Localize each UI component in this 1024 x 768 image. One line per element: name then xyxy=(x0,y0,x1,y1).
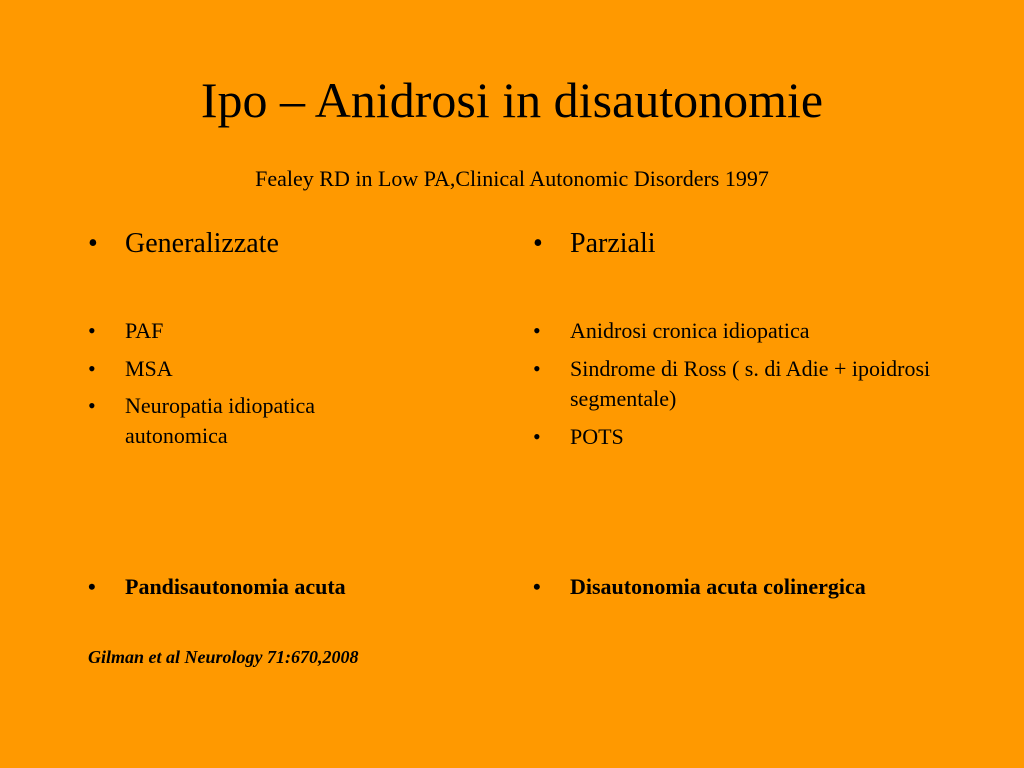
left-heading: Generalizzate xyxy=(125,228,279,259)
right-heading-item xyxy=(533,227,656,261)
right-heading: Parziali xyxy=(570,228,656,259)
bullet-icon: • xyxy=(88,318,96,343)
bullet-icon: • xyxy=(88,393,96,418)
right-list-item xyxy=(533,316,809,346)
right-list-item xyxy=(533,422,624,452)
bullet-icon: • xyxy=(88,228,98,259)
left-list-item xyxy=(88,316,163,346)
bullet-icon: • xyxy=(533,574,541,599)
right-item-label: POTS xyxy=(570,424,624,449)
right-bold-label: Disautonomia acuta colinergica xyxy=(570,574,866,599)
left-list-item xyxy=(88,354,173,384)
right-list-item xyxy=(533,354,953,414)
bullet-icon: • xyxy=(533,318,541,343)
bullet-icon: • xyxy=(88,574,96,599)
bullet-icon: • xyxy=(88,356,96,381)
right-bold-item xyxy=(533,572,866,602)
right-item-label: Sindrome di Ross ( s. di Adie + ipoidrosi segmentale) xyxy=(570,356,931,411)
left-item-label: Neuropatia idiopatica autonomica xyxy=(125,393,315,448)
left-item-label: MSA xyxy=(125,356,173,381)
left-list-item xyxy=(88,391,388,451)
bullet-icon: • xyxy=(533,356,541,381)
slide-subtitle: Fealey RD in Low PA,Clinical Autonomic Disorders 1997 xyxy=(255,166,769,191)
left-heading-item xyxy=(88,227,279,261)
bullet-icon: • xyxy=(533,424,541,449)
left-item-label: PAF xyxy=(125,318,164,343)
left-bold-item xyxy=(88,572,346,602)
left-bold-label: Pandisautonomia acuta xyxy=(125,574,346,599)
citation: Gilman et al Neurology 71:670,2008 xyxy=(88,647,359,667)
bullet-icon: • xyxy=(533,228,543,259)
right-item-label: Anidrosi cronica idiopatica xyxy=(570,318,810,343)
slide-title: Ipo – Anidrosi in disautonomie xyxy=(200,72,824,128)
